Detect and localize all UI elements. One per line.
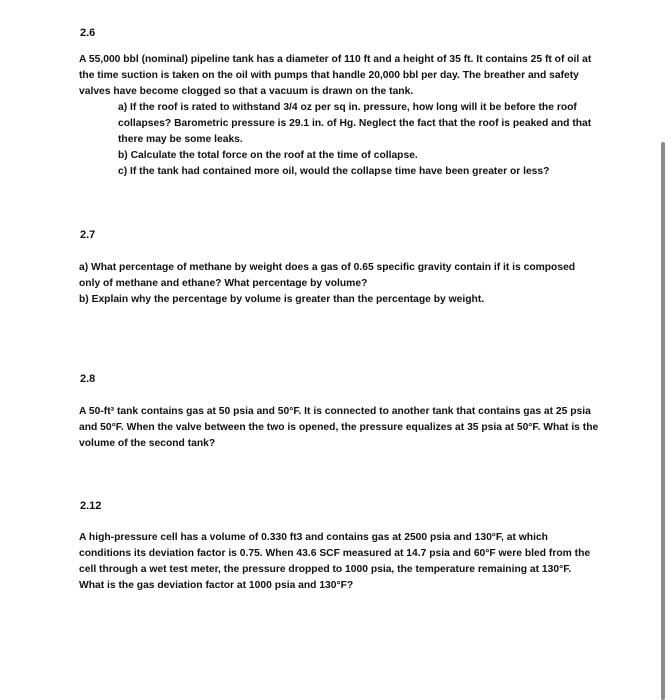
problem-number-2-7: 2.7 bbox=[80, 229, 96, 241]
problem-2-7-body bbox=[79, 260, 599, 308]
problem-number-2-12: 2.12 bbox=[80, 500, 102, 512]
problem-2-7-part-a: a) What percentage of methane by weight does a gas of 0.65 specific gravity contain if it is composed only of methane and ethane? What percentage by volume? bbox=[79, 262, 576, 289]
problem-2-6-intro: A 55,000 bbl (nominal) pipeline tank has a diameter of 110 ft and a height of 35 ft. It contains 25 ft of oil at the time suction is taken on the oil with pumps that handle 20,000 bbl per day. The breather and safety valves have become clogged so that a vacuum is drawn on the tank. bbox=[79, 54, 592, 97]
vertical-scrollbar[interactable] bbox=[661, 142, 665, 700]
problem-2-6-part-b: b) Calculate the total force on the roof at the time of collapse. bbox=[118, 149, 418, 161]
problem-2-6-parts bbox=[118, 100, 593, 180]
problem-number-2-6: 2.6 bbox=[80, 27, 96, 39]
problem-2-6-part-a: a) If the roof is rated to withstand 3/4 oz per sq in. pressure, how long will it be before the roof collapses? Barometric pressure is 29.1 in. of Hg. Neglect the fact that the roof is peaked and that there may be some leaks. bbox=[118, 102, 592, 145]
problem-2-12-text: A high-pressure cell has a volume of 0.330 ft3 and contains gas at 2500 psia and 130°F, at which conditions its deviation factor is 0.75. When 43.6 SCF measured at 14.7 psia and 60°F were bled from the cell through a wet test meter, the pressure dropped to 1000 psia, the temperature remaining at 130°F. What is the gas deviation factor at 1000 psia and 130°F? bbox=[79, 532, 591, 591]
problem-2-8-text: A 50-ft³ tank contains gas at 50 psia and 50°F. It is connected to another tank that contains gas at 25 psia and 50°F. When the valve between the two is opened, the pressure equalizes at 35 psia at 50°F. What is the volume of the second tank? bbox=[79, 406, 599, 449]
problem-number-2-8: 2.8 bbox=[80, 373, 96, 385]
problem-2-7-part-b: b) Explain why the percentage by volume is greater than the percentage by weight. bbox=[79, 293, 485, 305]
problem-2-6-part-c: c) If the tank had contained more oil, would the collapse time have been greater or less? bbox=[118, 165, 550, 177]
